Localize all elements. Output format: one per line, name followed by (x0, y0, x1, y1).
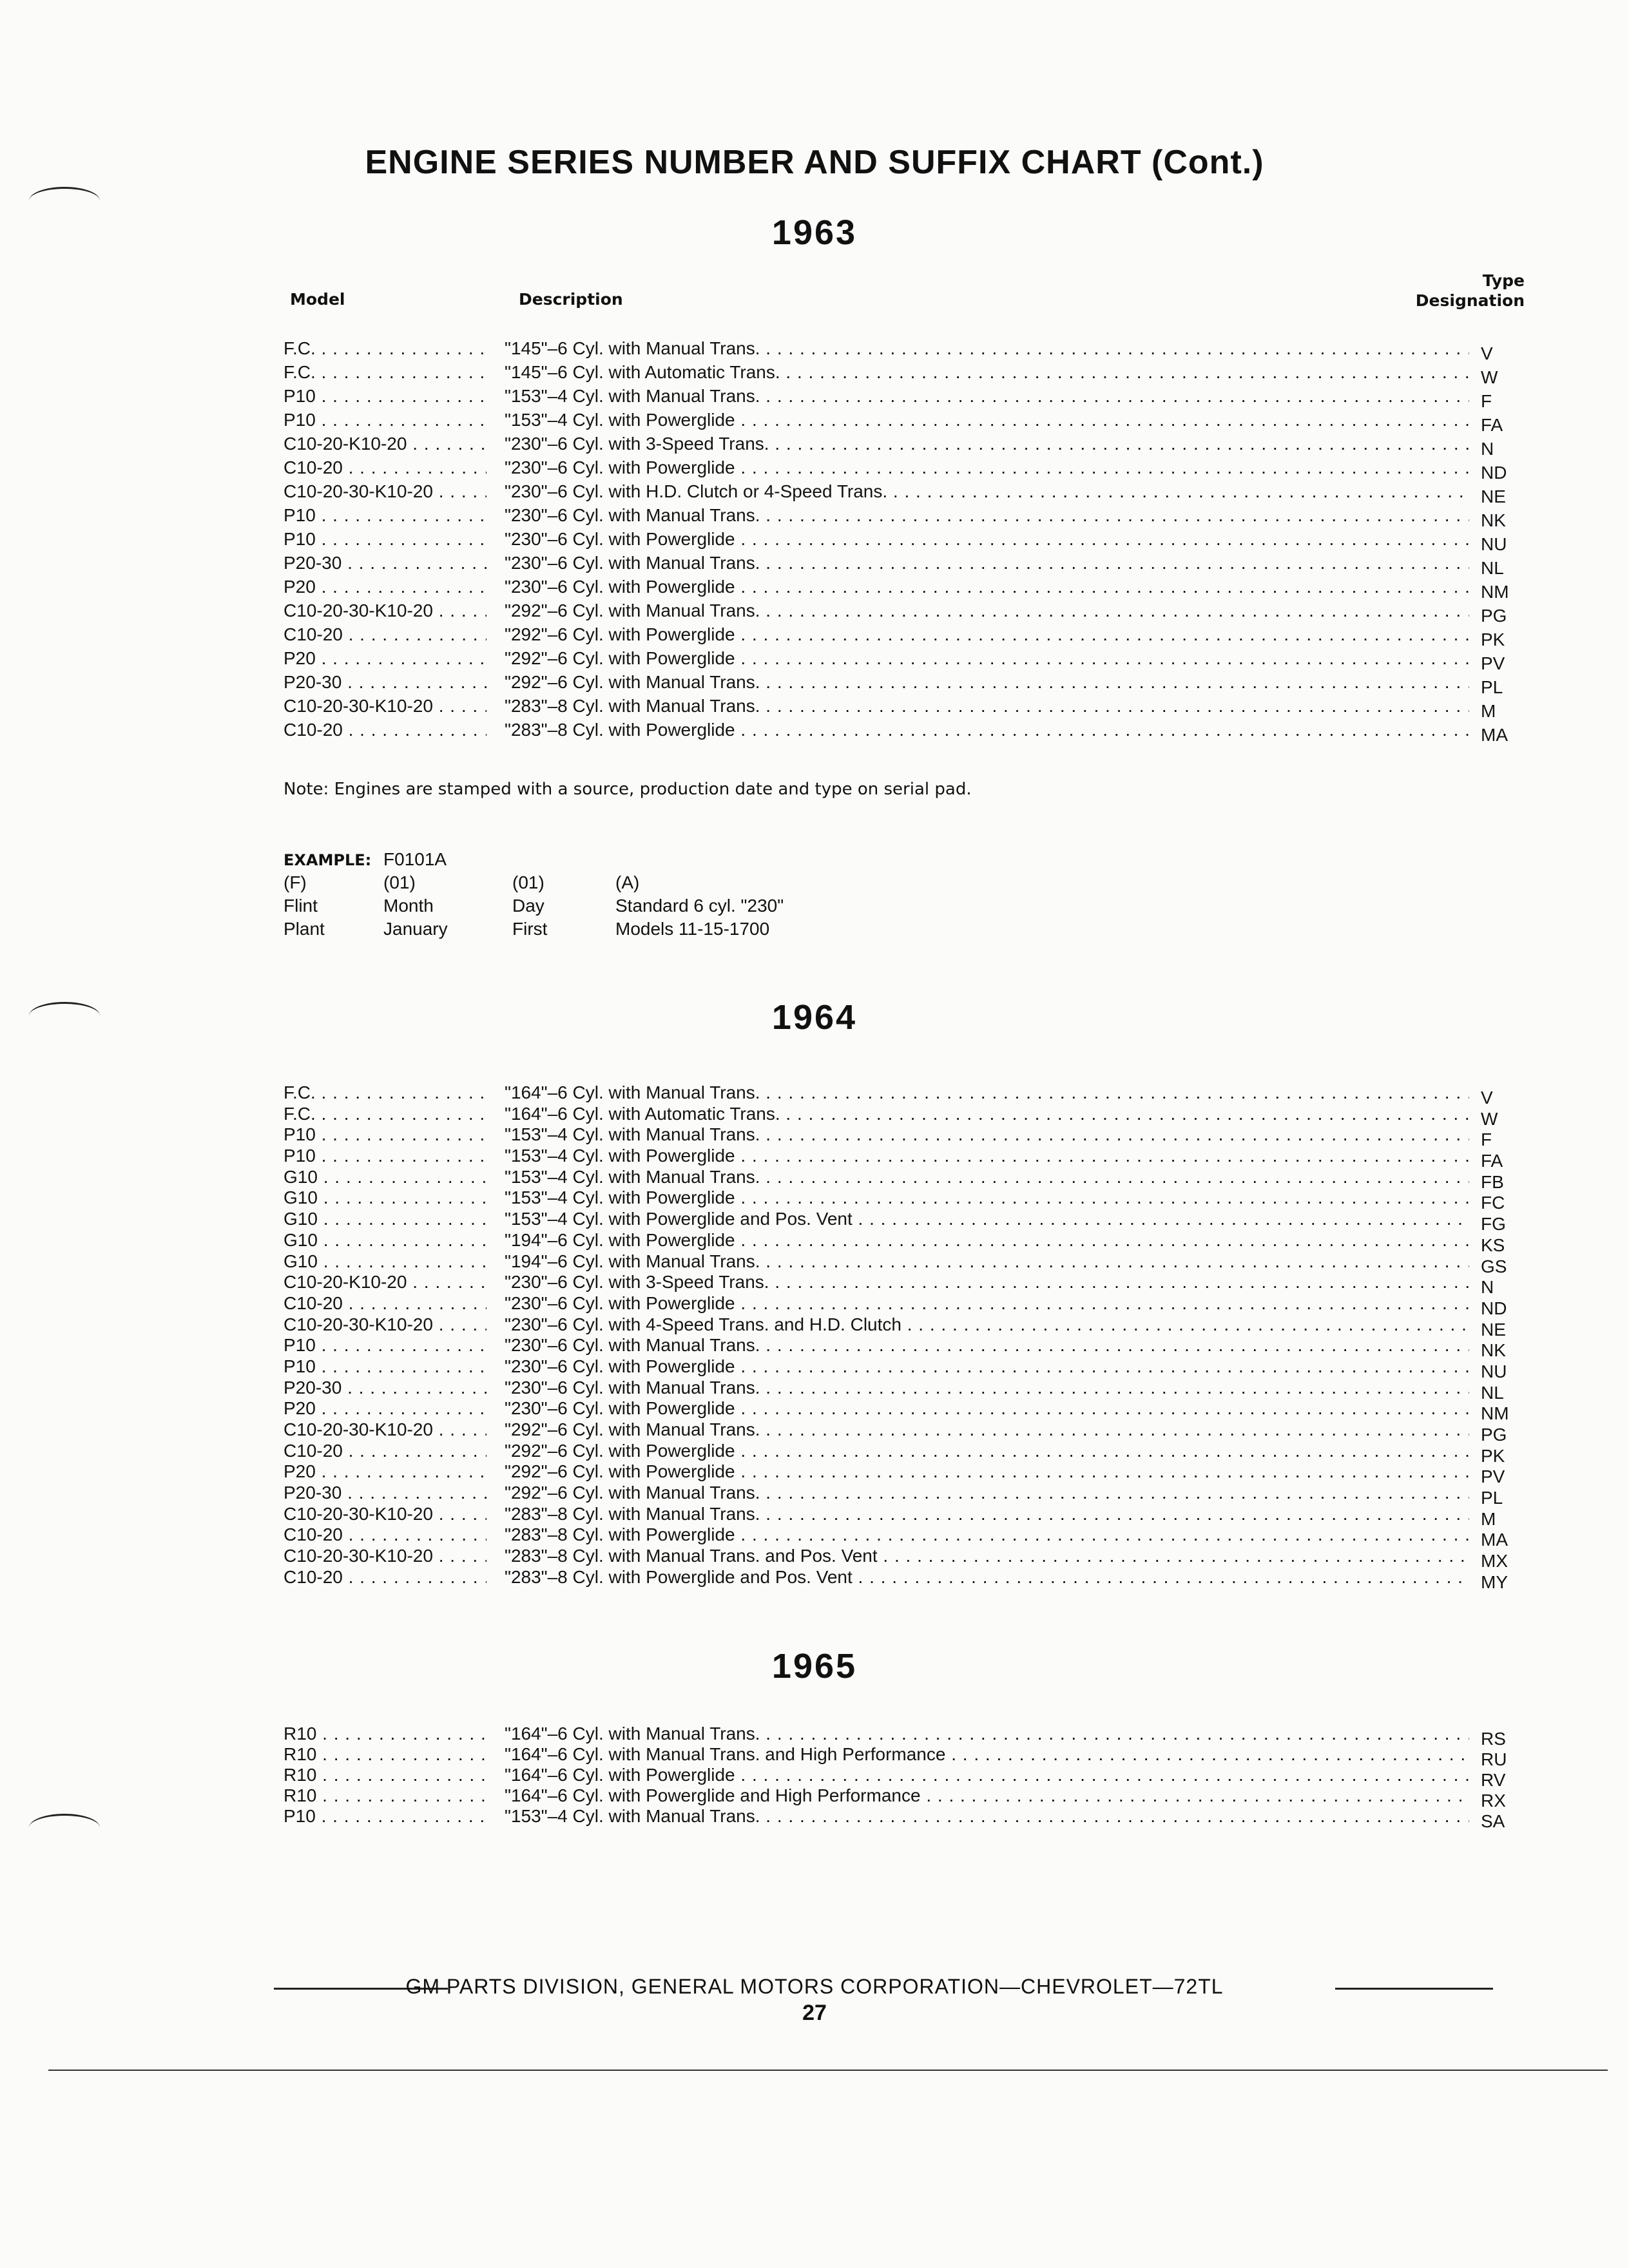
type-code-cell: ND (1481, 463, 1507, 483)
model-cell: R10 . . . (284, 1724, 487, 1744)
table-row (284, 1440, 1521, 1466)
model-cell: C10-20-30-K10-20 . . . (284, 1314, 487, 1335)
type-code-cell: NU (1481, 534, 1507, 554)
description-cell: "153"–4 Cyl. with Powerglide and Pos. Vent . . . (505, 1209, 1469, 1229)
table-row (284, 553, 1521, 577)
type-code-cell: FA (1481, 1151, 1503, 1171)
table-row (284, 434, 1521, 457)
year-heading-1965: 1965 (771, 1647, 858, 1686)
table-row (284, 1251, 1521, 1276)
description-cell: "283"–8 Cyl. with Manual Trans. and Pos. Vent . . . (505, 1546, 1469, 1566)
example-models: Models 11-15-1700 (615, 919, 770, 939)
table-row (284, 1785, 1521, 1811)
table-row (284, 410, 1521, 434)
example-block (284, 849, 784, 942)
table-row (284, 1229, 1521, 1255)
description-cell: "164"–6 Cyl. with Powerglide . . . (505, 1765, 1469, 1785)
model-cell: C10-20-30-K10-20 . . . (284, 1419, 487, 1440)
year-heading-1963: 1963 (771, 213, 858, 252)
description-cell: "145"–6 Cyl. with Manual Trans. . . . (505, 338, 1469, 359)
model-cell: P10 . . . (284, 1146, 487, 1166)
table-row (284, 1272, 1521, 1298)
table-1963 (284, 338, 1521, 744)
description-cell: "153"–4 Cyl. with Powerglide . . . (505, 410, 1469, 430)
description-cell: "230"–6 Cyl. with Manual Trans. . . . (505, 1335, 1469, 1356)
model-cell: P20 . . . (284, 1461, 487, 1482)
model-cell: C10-20-30-K10-20 . . . (284, 696, 487, 716)
table-row (284, 601, 1521, 624)
type-code-cell: NE (1481, 1319, 1506, 1340)
table-row (284, 1503, 1521, 1529)
description-cell: "230"–6 Cyl. with Powerglide . . . (505, 1293, 1469, 1314)
description-cell: "153"–4 Cyl. with Manual Trans. . . . (505, 386, 1469, 407)
model-cell: C10-20 . . . (284, 624, 487, 645)
column-header-type-line1: Type (1482, 271, 1525, 290)
example-part: (01) (383, 872, 416, 892)
type-code-cell: NU (1481, 1361, 1507, 1381)
column-header-type-line2: Designation (1415, 291, 1525, 310)
table-row (284, 1103, 1521, 1129)
table-row (284, 1166, 1521, 1192)
model-cell: F.C. . . . (284, 1082, 487, 1103)
type-code-cell: PG (1481, 1425, 1507, 1445)
margin-mark (29, 1814, 100, 1841)
description-cell: "230"–6 Cyl. with Powerglide . . . (505, 577, 1469, 597)
model-cell: P20-30 . . . (284, 1378, 487, 1398)
example-day: Day (512, 896, 545, 916)
description-cell: "230"–6 Cyl. with Powerglide . . . (505, 1398, 1469, 1419)
table-row (284, 1146, 1521, 1171)
description-cell: "164"–6 Cyl. with Manual Trans. and High Performance . . . (505, 1744, 1469, 1765)
description-cell: "230"–6 Cyl. with Manual Trans. . . . (505, 1378, 1469, 1398)
description-cell: "230"–6 Cyl. with 3-Speed Trans. . . . (505, 1272, 1469, 1293)
model-cell: G10 . . . (284, 1230, 487, 1251)
description-cell: "145"–6 Cyl. with Automatic Trans. . . . (505, 362, 1469, 383)
type-code-cell: NK (1481, 1340, 1506, 1361)
model-cell: G10 . . . (284, 1251, 487, 1272)
type-code-cell: RS (1481, 1729, 1506, 1749)
example-plant-label: Plant (284, 919, 325, 939)
table-row (284, 1724, 1521, 1749)
table-1965 (284, 1724, 1521, 1831)
table-row (284, 1209, 1521, 1235)
example-part: (01) (512, 872, 545, 892)
description-cell: "164"–6 Cyl. with Manual Trans. . . . (505, 1082, 1469, 1103)
type-code-cell: MA (1481, 1530, 1508, 1550)
type-code-cell: MX (1481, 1551, 1508, 1571)
table-row (284, 624, 1521, 648)
description-cell: "194"–6 Cyl. with Powerglide . . . (505, 1230, 1469, 1251)
model-cell: C10-20 . . . (284, 1524, 487, 1545)
model-cell: C10-20-30-K10-20 . . . (284, 1504, 487, 1524)
description-cell: "230"–6 Cyl. with Powerglide . . . (505, 1356, 1469, 1377)
description-cell: "230"–6 Cyl. with Manual Trans. . . . (505, 553, 1469, 573)
description-cell: "292"–6 Cyl. with Powerglide . . . (505, 624, 1469, 645)
margin-mark (29, 187, 100, 215)
model-cell: C10-20-30-K10-20 . . . (284, 1546, 487, 1566)
model-cell: R10 . . . (284, 1744, 487, 1765)
table-row (284, 481, 1521, 505)
type-code-cell: RU (1481, 1749, 1507, 1769)
note-text: Note: Engines are stamped with a source, production date and type on serial pad. (284, 780, 972, 799)
type-code-cell: MY (1481, 1571, 1508, 1592)
description-cell: "230"–6 Cyl. with 4-Speed Trans. and H.D. Clutch . . . (505, 1314, 1469, 1335)
description-cell: "292"–6 Cyl. with Manual Trans. . . . (505, 672, 1469, 693)
table-row (284, 1398, 1521, 1424)
type-code-cell: NL (1481, 1382, 1504, 1403)
type-code-cell: F (1481, 391, 1492, 411)
type-code-cell: W (1481, 1108, 1498, 1129)
model-cell: P10 . . . (284, 410, 487, 430)
model-cell: G10 . . . (284, 1167, 487, 1187)
type-code-cell: FB (1481, 1171, 1504, 1192)
model-cell: C10-20-30-K10-20 . . . (284, 481, 487, 502)
description-cell: "283"–8 Cyl. with Manual Trans. . . . (505, 696, 1469, 716)
model-cell: P20 . . . (284, 577, 487, 597)
table-row (284, 1314, 1521, 1340)
model-cell: F.C. . . . (284, 1104, 487, 1124)
type-code-cell: NM (1481, 582, 1509, 602)
model-cell: C10-20 . . . (284, 1567, 487, 1588)
type-code-cell: PL (1481, 1488, 1503, 1508)
example-part: (A) (615, 872, 640, 892)
description-cell: "292"–6 Cyl. with Powerglide . . . (505, 1461, 1469, 1482)
model-cell: P10 . . . (284, 1335, 487, 1356)
type-code-cell: FG (1481, 1214, 1506, 1235)
example-type: Standard 6 cyl. "230" (615, 896, 784, 916)
model-cell: R10 . . . (284, 1785, 487, 1806)
table-row (284, 1483, 1521, 1508)
type-code-cell: V (1481, 343, 1493, 363)
description-cell: "292"–6 Cyl. with Manual Trans. . . . (505, 1483, 1469, 1503)
type-code-cell: PK (1481, 629, 1505, 649)
type-code-cell: RV (1481, 1770, 1506, 1790)
description-cell: "292"–6 Cyl. with Powerglide . . . (505, 1441, 1469, 1461)
table-row (284, 338, 1521, 362)
model-cell: F.C. . . . (284, 338, 487, 359)
description-cell: "283"–8 Cyl. with Powerglide and Pos. Vent . . . (505, 1567, 1469, 1588)
table-row (284, 577, 1521, 601)
table-row (284, 1419, 1521, 1445)
model-cell: C10-20-K10-20 . . . (284, 1272, 487, 1293)
model-cell: P20 . . . (284, 648, 487, 669)
type-code-cell: PG (1481, 606, 1507, 626)
type-code-cell: NK (1481, 510, 1506, 530)
type-code-cell: V (1481, 1088, 1493, 1108)
model-cell: C10-20-30-K10-20 . . . (284, 601, 487, 621)
table-row (284, 505, 1521, 529)
column-header-description: Description (519, 290, 623, 309)
type-code-cell: PV (1481, 653, 1505, 673)
model-cell: P10 . . . (284, 386, 487, 407)
example-day-value: First (512, 919, 548, 939)
type-code-cell: F (1481, 1129, 1492, 1150)
bottom-rule (48, 2070, 1608, 2071)
model-cell: P10 . . . (284, 505, 487, 526)
type-code-cell: SA (1481, 1811, 1505, 1831)
table-row (284, 1566, 1521, 1592)
description-cell: "230"–6 Cyl. with Powerglide . . . (505, 457, 1469, 478)
model-cell: P10 . . . (284, 1356, 487, 1377)
column-header-model: Model (290, 290, 345, 309)
type-code-cell: GS (1481, 1256, 1507, 1276)
model-cell: G10 . . . (284, 1209, 487, 1229)
column-header-type (1416, 271, 1525, 311)
description-cell: "230"–6 Cyl. with Manual Trans. . . . (505, 505, 1469, 526)
model-cell: C10-20-K10-20 . . . (284, 434, 487, 454)
model-cell: P10 . . . (284, 1124, 487, 1145)
page-title: ENGINE SERIES NUMBER AND SUFFIX CHART (Cont.) (365, 144, 1264, 181)
description-cell: "194"–6 Cyl. with Manual Trans. . . . (505, 1251, 1469, 1272)
description-cell: "230"–6 Cyl. with H.D. Clutch or 4-Speed Trans. . . . (505, 481, 1469, 502)
type-code-cell: M (1481, 1508, 1496, 1529)
description-cell: "153"–4 Cyl. with Manual Trans. . . . (505, 1167, 1469, 1187)
example-code: F0101A (383, 849, 447, 869)
table-row (284, 696, 1521, 720)
model-cell: R10 . . . (284, 1765, 487, 1785)
description-cell: "292"–6 Cyl. with Manual Trans. . . . (505, 601, 1469, 621)
model-cell: P10 . . . (284, 1806, 487, 1827)
table-row (284, 1124, 1521, 1150)
type-code-cell: NE (1481, 486, 1506, 506)
model-cell: P20-30 . . . (284, 553, 487, 573)
model-cell: C10-20 . . . (284, 1293, 487, 1314)
type-code-cell: KS (1481, 1235, 1505, 1255)
type-code-cell: NM (1481, 1403, 1509, 1424)
description-cell: "283"–8 Cyl. with Powerglide . . . (505, 720, 1469, 740)
table-row (284, 648, 1521, 672)
model-cell: F.C. . . . (284, 362, 487, 383)
description-cell: "153"–4 Cyl. with Manual Trans. . . . (505, 1124, 1469, 1145)
model-cell: P20-30 . . . (284, 1483, 487, 1503)
description-cell: "164"–6 Cyl. with Powerglide and High Performance . . . (505, 1785, 1469, 1806)
type-code-cell: FA (1481, 415, 1503, 435)
type-code-cell: PK (1481, 1445, 1505, 1466)
example-month: Month (383, 896, 434, 916)
description-cell: "153"–4 Cyl. with Powerglide . . . (505, 1187, 1469, 1208)
table-row (284, 457, 1521, 481)
description-cell: "283"–8 Cyl. with Manual Trans. . . . (505, 1504, 1469, 1524)
table-row (284, 1461, 1521, 1487)
table-row (284, 1082, 1521, 1108)
model-cell: P20-30 . . . (284, 672, 487, 693)
model-cell: P10 . . . (284, 529, 487, 550)
description-cell: "153"–4 Cyl. with Powerglide . . . (505, 1146, 1469, 1166)
table-row (284, 362, 1521, 386)
type-code-cell: M (1481, 701, 1496, 721)
description-cell: "230"–6 Cyl. with 3-Speed Trans. . . . (505, 434, 1469, 454)
type-code-cell: FC (1481, 1193, 1505, 1213)
type-code-cell: NL (1481, 558, 1504, 578)
table-row (284, 1546, 1521, 1571)
table-row (284, 720, 1521, 744)
table-row (284, 1806, 1521, 1831)
page-number: 27 (802, 2001, 827, 2025)
table-row (284, 386, 1521, 410)
table-row (284, 529, 1521, 553)
table-row (284, 672, 1521, 696)
table-row (284, 1293, 1521, 1318)
type-code-cell: RX (1481, 1791, 1506, 1811)
type-code-cell: ND (1481, 1298, 1507, 1318)
year-heading-1964: 1964 (771, 998, 858, 1037)
example-plant: Flint (284, 896, 318, 916)
table-row (284, 1377, 1521, 1403)
table-row (284, 1765, 1521, 1790)
description-cell: "153"–4 Cyl. with Manual Trans. . . . (505, 1806, 1469, 1827)
footer-text: GM PARTS DIVISION, GENERAL MOTORS CORPORATION—CHEVROLET—72TL (405, 1975, 1224, 1998)
model-cell: C10-20 . . . (284, 457, 487, 478)
footer-rule-right (1335, 1988, 1493, 1990)
description-cell: "230"–6 Cyl. with Powerglide . . . (505, 529, 1469, 550)
table-row (284, 1187, 1521, 1213)
table-row (284, 1356, 1521, 1381)
model-cell: C10-20 . . . (284, 720, 487, 740)
table-row (284, 1335, 1521, 1361)
model-cell: P20 . . . (284, 1398, 487, 1419)
table-row (284, 1524, 1521, 1550)
example-month-value: January (383, 919, 448, 939)
description-cell: "283"–8 Cyl. with Powerglide . . . (505, 1524, 1469, 1545)
type-code-cell: PL (1481, 677, 1503, 697)
type-code-cell: N (1481, 439, 1494, 459)
table-row (284, 1744, 1521, 1769)
model-cell: G10 . . . (284, 1187, 487, 1208)
description-cell: "292"–6 Cyl. with Powerglide . . . (505, 648, 1469, 669)
model-cell: C10-20 . . . (284, 1441, 487, 1461)
type-code-cell: PV (1481, 1466, 1505, 1487)
type-code-cell: MA (1481, 725, 1508, 745)
description-cell: "164"–6 Cyl. with Automatic Trans. . . . (505, 1104, 1469, 1124)
table-1964 (284, 1082, 1521, 1592)
type-code-cell: W (1481, 367, 1498, 387)
description-cell: "164"–6 Cyl. with Manual Trans. . . . (505, 1724, 1469, 1744)
example-label: EXAMPLE: (284, 851, 372, 869)
description-cell: "292"–6 Cyl. with Manual Trans. . . . (505, 1419, 1469, 1440)
example-part: (F) (284, 872, 307, 892)
type-code-cell: N (1481, 1277, 1494, 1298)
